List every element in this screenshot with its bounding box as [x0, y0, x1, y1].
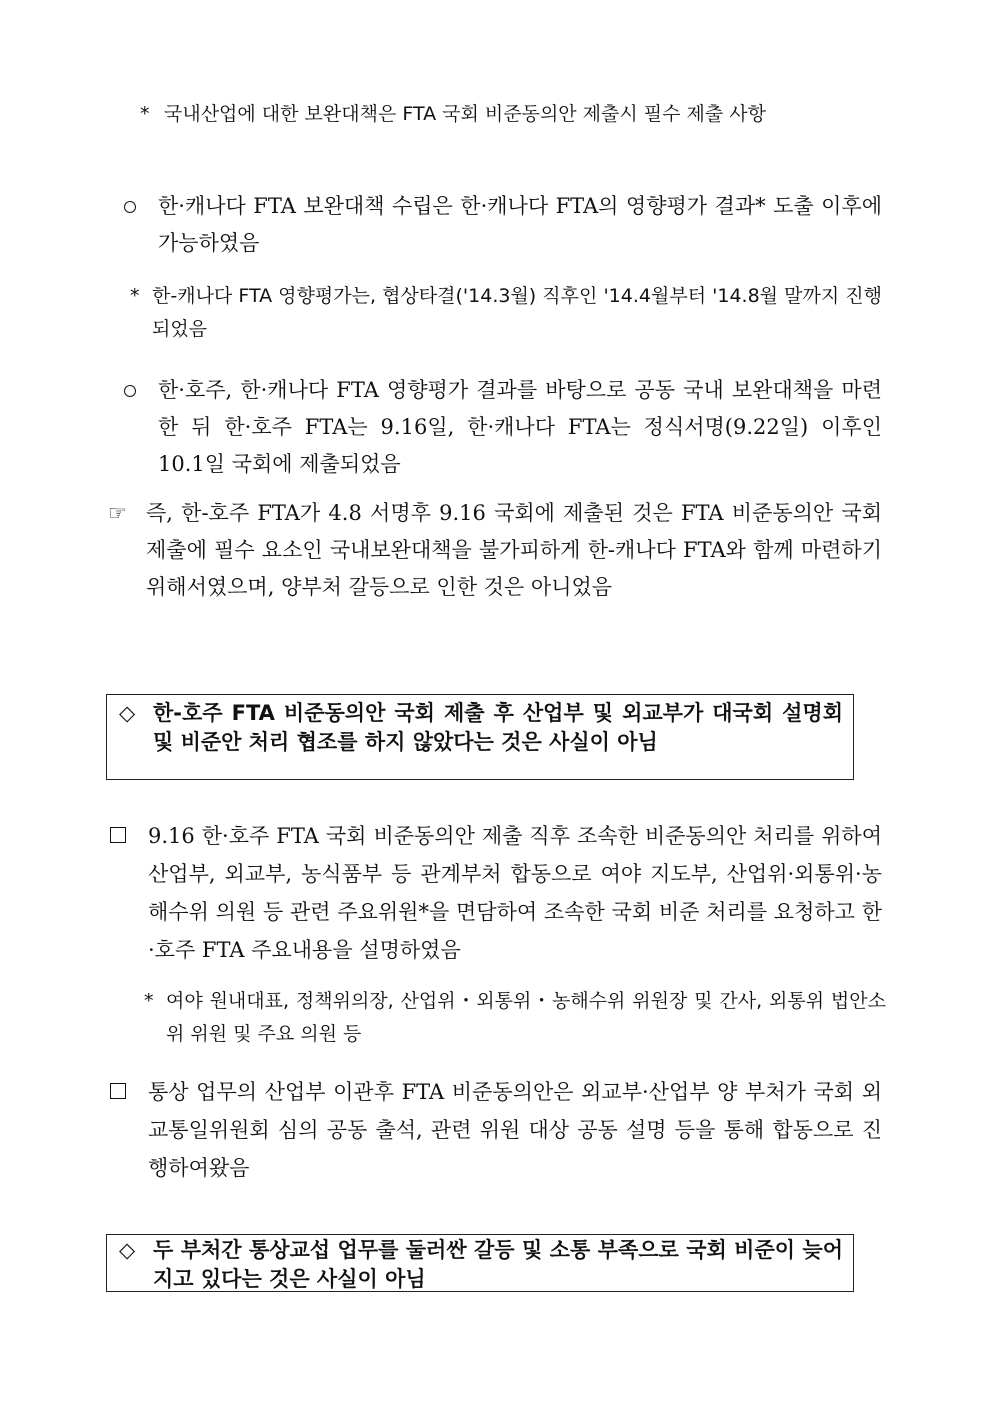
circle-bullet-icon	[124, 372, 158, 409]
paragraph-joint-handling	[110, 1073, 882, 1187]
paragraph-briefings	[110, 817, 882, 969]
pointing-hand-icon: ☞	[108, 501, 127, 525]
note-text: 여야 원내대표, 정책위의장, 산업위・외통위・농해수위 위원장 및 간사, 외통위 법안소위 위원 및 주요 의원 등	[166, 990, 886, 1045]
note-text: 한-캐나다 FTA 영향평가는, 협상타결('14.3월) 직후인 '14.4월부터 '14.8월 말까지 진행되었음	[152, 285, 882, 340]
bullet-text: 한·호주, 한·캐나다 FTA 영향평가 결과를 바탕으로 공동 국내 보완대책을 마련한 뒤 한·호주 FTA는 9.16일, 한·캐나다 FTA는 정식서명(9.22일) 이후인 10.1일 국회에 제출되었음	[158, 378, 882, 476]
checkbox-square-icon	[110, 817, 148, 855]
note-impact-assessment	[130, 280, 882, 346]
checkbox-square-icon	[110, 1073, 148, 1111]
bullet-canada-measures	[124, 188, 882, 262]
claim-text: 한-호주 FTA 비준동의안 국회 제출 후 산업부 및 외교부가 대국회 설명회 및 비준안 처리 협조를 하지 않았다는 것은 사실이 아님	[153, 701, 843, 754]
paragraph-text: 9.16 한·호주 FTA 국회 비준동의안 제출 직후 조속한 비준동의안 처리를 위하여 산업부, 외교부, 농식품부 등 관계부처 합동으로 여야 지도부, 산업위·외통위·농해수위 의원 등 관련 주요위원*을 면담하여 조속한 국회 비준 처리를 요청하고 한·호주 FTA 주요내용을 설명하였음	[148, 824, 882, 962]
bullet-submission-dates	[124, 372, 882, 483]
note-text: 국내산업에 대한 보완대책은 FTA 국회 비준동의안 제출시 필수 제출 사항	[164, 103, 766, 125]
circle-bullet-icon	[124, 188, 158, 225]
asterisk-marker: *	[130, 285, 140, 307]
claim-box-1	[106, 694, 854, 780]
claim-text: 두 부처간 통상교섭 업무를 둘러싼 갈등 및 소통 부족으로 국회 비준이 늦어지고 있다는 것은 사실이 아님	[153, 1238, 843, 1291]
diamond-icon: ◇	[119, 701, 136, 725]
paragraph-text: 통상 업무의 산업부 이관후 FTA 비준동의안은 외교부·산업부 양 부처가 국회 외교통일위원회 심의 공동 출석, 관련 위원 대상 공동 설명 등을 통해 합동으로 진행하여왔음	[148, 1080, 882, 1180]
bullet-text: 한·캐나다 FTA 보완대책 수립은 한·캐나다 FTA의 영향평가 결과* 도출 이후에 가능하였음	[158, 194, 882, 255]
conclusion-text: 즉, 한-호주 FTA가 4.8 서명후 9.16 국회에 제출된 것은 FTA 비준동의안 국회 제출에 필수 요소인 국내보완대책을 불가피하게 한-캐나다 FTA와 함께 마련하기 위해서였으며, 양부처 갈등으로 인한 것은 아니었음	[146, 501, 882, 599]
diamond-icon: ◇	[119, 1238, 136, 1262]
claim-box-2	[106, 1234, 854, 1292]
conclusion-paragraph	[108, 495, 882, 606]
note-domestic-measures	[140, 98, 882, 131]
asterisk-marker: *	[144, 990, 154, 1012]
asterisk-marker: *	[140, 103, 150, 125]
note-key-members	[144, 985, 886, 1051]
